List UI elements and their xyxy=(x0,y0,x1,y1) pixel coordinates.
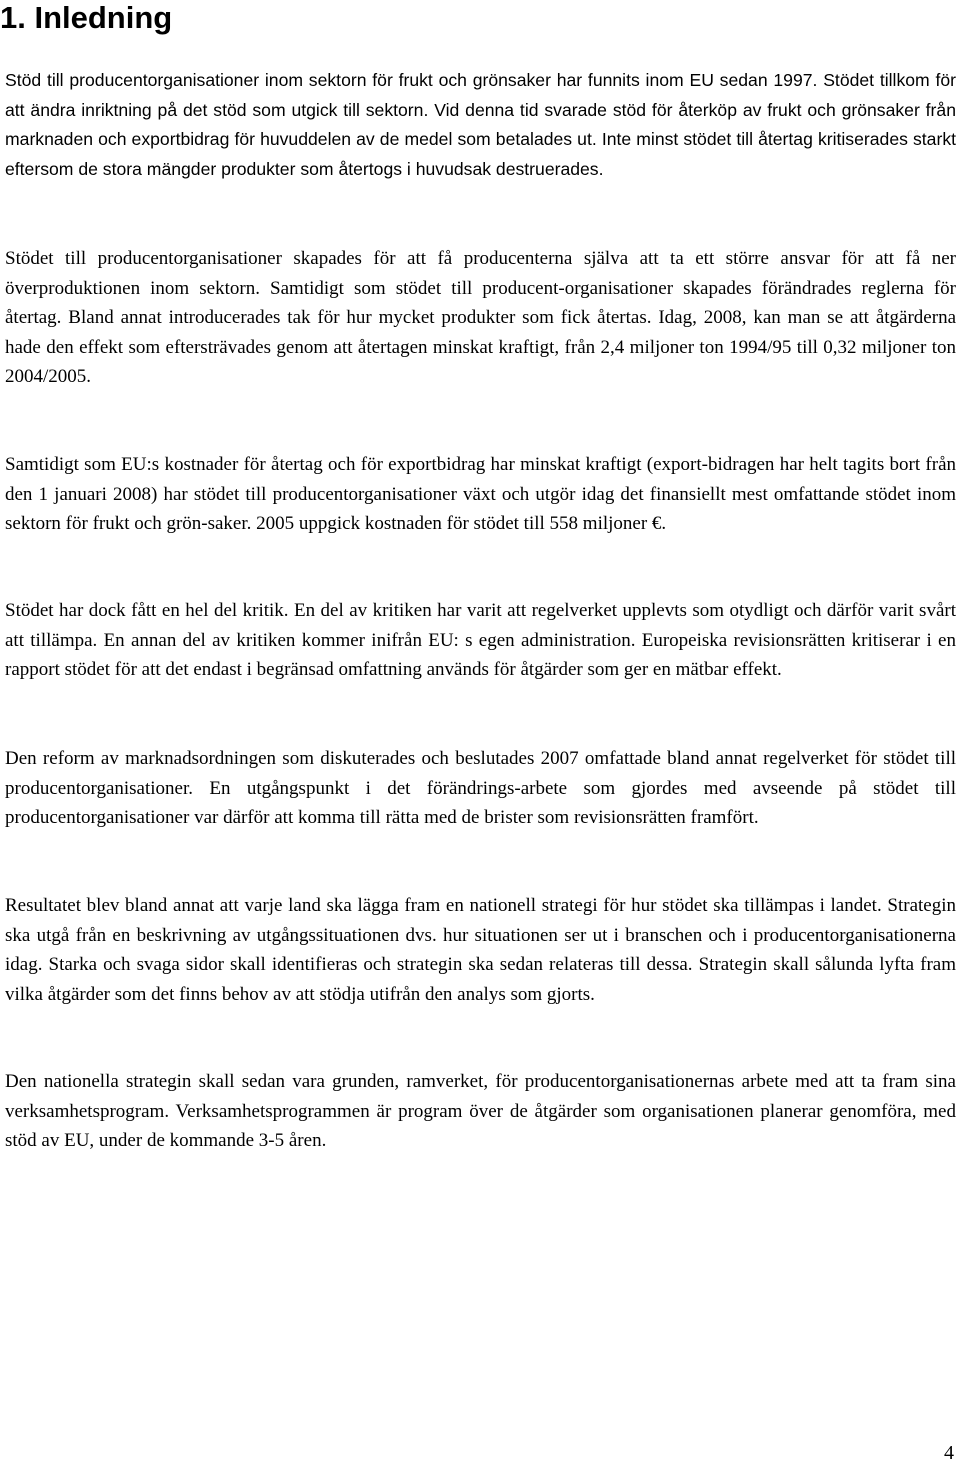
paragraph-national-strategy: Resultatet blev bland annat att varje land ska lägga fram en nationell strategi för hur stödet ska tillämpas i landet. Strategin ska utgå från en beskrivning av utgångssituationen dvs. hur situationen ser ut i branschen och i producentorganisationerna idag. Starka och svaga sidor skall identifieras och strategin ska sedan relateras till dessa. Strategin skall sålunda lyfta fram vilka åtgärder som det finns behov av att stödja utifrån den analys som gjorts. xyxy=(5,895,956,1005)
paragraph-reform: Den reform av marknadsordningen som diskuterades och beslutades 2007 omfattade bland annat regelverket för stödet till producentorganisationer. En utgångspunkt i det förändrings-arbete som gjordes med avseende på stödet till producentorganisationer var därför att komma till rätta med de brister som revisionsrätten framfört. xyxy=(5,748,956,828)
paragraph-producer-organisations: Stödet till producentorganisationer skapades för att få producenterna själva att ta ett större ansvar för att få ner överproduktionen inom sektorn. Samtidigt som stödet till producent-organisationer skapades förändrades reglerna för återtag. Bland annat introducerades tak för hur mycket produkter som fick återtas. Idag, 2008, kan man se att åtgärderna hade den effekt som eftersträvades genom att återtagen minskat kraftigt, från 2,4 miljoner ton 1994/95 till 0,32 miljoner ton 2004/2005. xyxy=(5,248,956,387)
page-number: 4 xyxy=(944,1442,954,1464)
paragraph-criticism: Stödet har dock fått en hel del kritik. En del av kritiken har varit att regelverket upplevts som otydligt och därför varit svårt att tillämpa. En annan del av kritiken kommer inifrån EU: s egen administration. Europeiska revisionsrätten kritiserar i en rapport stödet för att det endast i begränsad omfattning används för åtgärder som ger en mätbar effekt. xyxy=(5,600,956,680)
paragraph-operational-programmes: Den nationella strategin skall sedan vara grunden, ramverket, för producentorganisationernas arbete med att ta fram sina verksamhetsprogram. Verksamhetsprogrammen är program över de åtgärder som organisationen planerar genomföra, med stöd av EU, under de kommande 3-5 åren. xyxy=(5,1071,956,1151)
chapter-heading: 1. Inledning xyxy=(0,0,173,35)
paragraph-intro: Stöd till producentorganisationer inom sektorn för frukt och grönsaker har funnits inom EU sedan 1997. Stödet tillkom för att ändra inriktning på det stöd som utgick till sektorn. Vid denna tid svarade stöd för återköp av frukt och grönsaker från marknaden och exportbidrag för huvuddelen av de medel som betalades ut. Inte minst stödet till återtag kritiserades starkt eftersom de stora mängder produkter som återtogs i huvudsak destruerades. xyxy=(5,70,956,179)
paragraph-costs: Samtidigt som EU:s kostnader för återtag och för exportbidrag har minskat kraftigt (export-bidragen har helt tagits bort från den 1 januari 2008) har stödet till producentorganisationer växt och utgör idag det finansiellt mest omfattande stödet inom sektorn för frukt och grön-saker. 2005 uppgick kostnaden för stödet till 558 miljoner €. xyxy=(5,454,956,534)
